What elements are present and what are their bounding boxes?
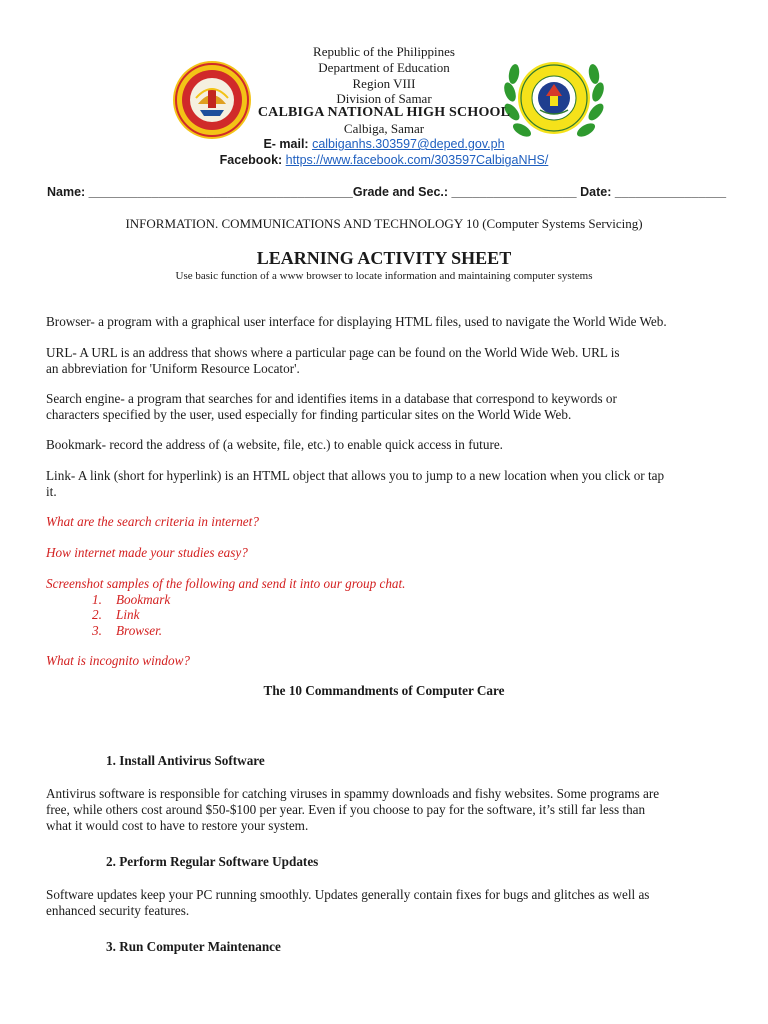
list-item: 1. Bookmark xyxy=(92,592,171,607)
facebook-link[interactable]: https://www.facebook.com/303597CalbigaNHS/ xyxy=(285,153,549,167)
header-town: Calbiga, Samar xyxy=(343,121,425,136)
email-label: E- mail: xyxy=(263,137,313,151)
header-division: Division of Samar xyxy=(336,91,432,106)
header-email-line xyxy=(0,137,768,152)
page-subtitle: Use basic function of a www browser to locate information and maintaining computer systems xyxy=(175,270,593,282)
question-incognito: What is incognito window? xyxy=(46,653,190,668)
facebook-label: Facebook: xyxy=(219,153,286,167)
commandment-2-text-line2: enhanced security features. xyxy=(46,903,190,918)
search-engine-definition-line2: characters specified by the user, used especially for finding particular sites on the World Wide Web. xyxy=(46,407,572,422)
commandment-1-text-line3: what it would cost to have to restore your system. xyxy=(46,818,309,833)
search-engine-definition-line1: Search engine- a program that searches for and identifies items in a database that correspond to keywords or xyxy=(46,391,617,406)
email-link[interactable]: calbiganhs.303597@deped.gov.ph xyxy=(312,137,505,151)
link-definition-line1: Link- A link (short for hyperlink) is an HTML object that allows you to jump to a new location when you click or tap xyxy=(46,468,665,483)
url-definition-line1: URL- A URL is an address that shows where a particular page can be found on the World Wide Web. URL is xyxy=(46,345,620,360)
header-department: Department of Education xyxy=(318,60,450,75)
list-item: 2. Link xyxy=(92,607,140,622)
question-internet-studies: How internet made your studies easy? xyxy=(46,545,248,560)
header-region: Region VIII xyxy=(352,76,416,91)
header-facebook-line xyxy=(0,153,768,168)
question-screenshot-samples: Screenshot samples of the following and send it into our group chat. xyxy=(46,576,406,591)
commandment-2-text-line1: Software updates keep your PC running smoothly. Updates generally contain fixes for bugs and glitches as well as xyxy=(46,887,650,902)
commandment-1-text-line1: Antivirus software is responsible for catching viruses in spammy downloads and fishy websites. Some programs are xyxy=(46,786,660,801)
subject-line: INFORMATION. COMMUNICATIONS AND TECHNOLOGY 10 (Computer Systems Servicing) xyxy=(125,216,643,231)
link-definition-line2: it. xyxy=(46,484,57,499)
commandment-3-title: 3. Run Computer Maintenance xyxy=(106,939,281,954)
school-name: CALBIGA NATIONAL HIGH SCHOOL xyxy=(257,105,511,120)
list-item: 3. Browser. xyxy=(92,623,163,638)
page-title: LEARNING ACTIVITY SHEET xyxy=(256,248,512,268)
commandment-1-text-line2: free, while others cost around $50-$100 per year. Even if you choose to pay for the software, it’s still far less than xyxy=(46,802,646,817)
url-definition-line2: an abbreviation for 'Uniform Resource Locator'. xyxy=(46,361,300,376)
bookmark-definition: Bookmark- record the address of (a website, file, etc.) to enable quick access in future. xyxy=(46,437,503,452)
browser-definition: Browser- a program with a graphical user interface for displaying HTML files, used to navigate the World Wide Web. xyxy=(46,314,667,329)
header-republic: Republic of the Philippines xyxy=(313,44,455,59)
commandment-2-title: 2. Perform Regular Software Updates xyxy=(106,854,319,869)
commandment-1-title: 1. Install Antivirus Software xyxy=(106,753,265,768)
question-search-criteria: What are the search criteria in internet? xyxy=(46,514,259,529)
student-info-fields: Name: ______________________________________Grade and Sec.: __________________ Date: ________________ xyxy=(47,185,727,199)
commandments-heading: The 10 Commandments of Computer Care xyxy=(263,683,505,698)
